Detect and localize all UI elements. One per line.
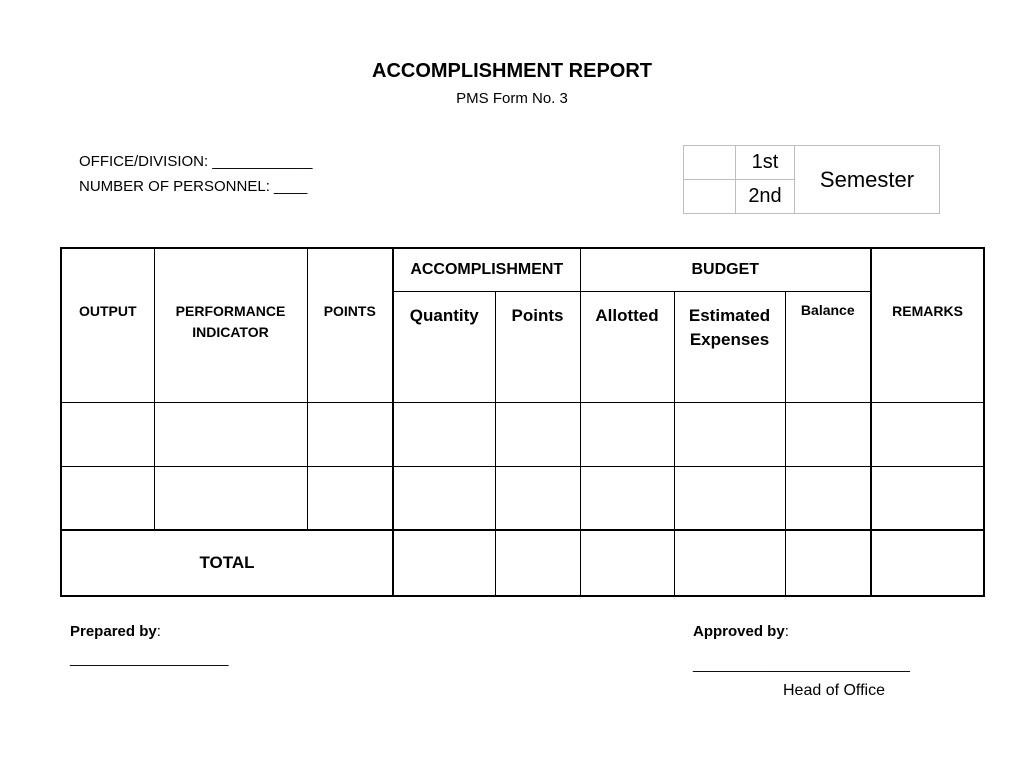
semester-selector <box>683 145 940 214</box>
first-semester-label: 1st <box>736 146 795 180</box>
remarks-header: REMARKS <box>871 248 984 402</box>
table-cell[interactable] <box>674 402 785 466</box>
table-cell[interactable] <box>307 466 393 530</box>
table-cell[interactable] <box>871 466 984 530</box>
total-cell[interactable] <box>393 530 495 596</box>
table-cell[interactable] <box>495 466 580 530</box>
total-cell[interactable] <box>785 530 871 596</box>
table-cell[interactable] <box>785 466 871 530</box>
form-number: PMS Form No. 3 <box>456 90 568 107</box>
prepared-by-signature-line[interactable]: ___________________ <box>70 650 229 667</box>
accomplishment-table <box>60 247 985 597</box>
points-header: POINTS <box>307 248 393 402</box>
report-title: ACCOMPLISHMENT REPORT <box>372 60 652 82</box>
balance-header: Balance <box>785 291 871 402</box>
table-cell[interactable] <box>61 466 154 530</box>
quantity-header: Quantity <box>393 291 495 402</box>
approved-by-label: Approved by: <box>693 623 789 640</box>
performance-indicator-line2: INDICATOR <box>192 324 269 340</box>
table-cell[interactable] <box>393 466 495 530</box>
table-cell[interactable] <box>61 402 154 466</box>
output-header: OUTPUT <box>61 248 154 402</box>
estimated-line1: Estimated <box>688 305 771 325</box>
table-cell[interactable] <box>307 402 393 466</box>
total-cell[interactable] <box>580 530 674 596</box>
table-cell[interactable] <box>871 402 984 466</box>
table-cell[interactable] <box>393 402 495 466</box>
table-cell[interactable] <box>580 402 674 466</box>
first-semester-checkbox[interactable] <box>684 146 736 180</box>
number-of-personnel-field: NUMBER OF PERSONNEL: ____ <box>79 178 308 195</box>
office-division-field: OFFICE/DIVISION: ____________ <box>79 153 313 170</box>
table-cell[interactable] <box>785 402 871 466</box>
table-cell[interactable] <box>495 402 580 466</box>
estimated-expenses-header <box>674 291 785 402</box>
table-cell[interactable] <box>580 466 674 530</box>
table-cell[interactable] <box>154 466 307 530</box>
accomplishment-header: ACCOMPLISHMENT <box>393 248 580 291</box>
semester-label: Semester <box>795 146 940 214</box>
total-cell[interactable] <box>495 530 580 596</box>
accomplishment-points-header: Points <box>495 291 580 402</box>
total-cell[interactable] <box>674 530 785 596</box>
table-cell[interactable] <box>154 402 307 466</box>
total-row <box>61 530 984 596</box>
prepared-by-label: Prepared by: <box>70 623 161 640</box>
total-label: TOTAL <box>61 530 393 596</box>
table-row <box>61 402 984 466</box>
performance-indicator-header <box>154 248 307 402</box>
allotted-header: Allotted <box>580 291 674 402</box>
total-cell[interactable] <box>871 530 984 596</box>
estimated-line2: Expenses <box>689 329 770 349</box>
table-cell[interactable] <box>674 466 785 530</box>
table-row <box>61 466 984 530</box>
head-of-office-label: Head of Office <box>783 682 885 699</box>
second-semester-checkbox[interactable] <box>684 180 736 214</box>
performance-indicator-line1: PERFORMANCE <box>175 303 286 319</box>
approved-by-signature-line[interactable]: __________________________ <box>693 656 910 673</box>
budget-header: BUDGET <box>580 248 871 291</box>
second-semester-label: 2nd <box>736 180 795 214</box>
